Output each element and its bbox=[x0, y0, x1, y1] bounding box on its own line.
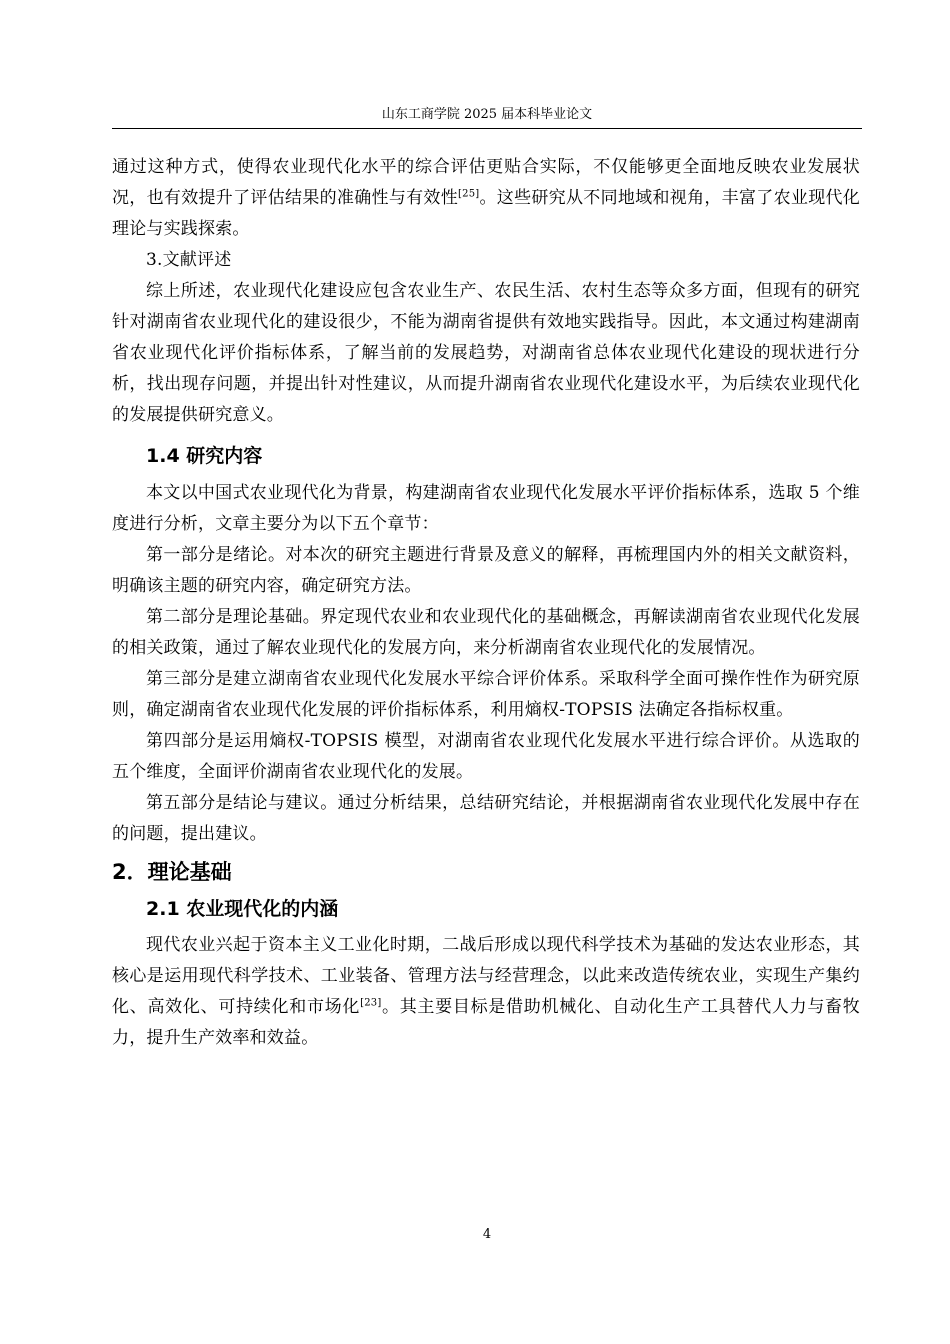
paragraph-text: 通过这种方式，使得农业现代化水平的综合评估更贴合实际，不仅能够更全面地反映农业发展状况，也有效提升了评估结果的准确性与有效性 bbox=[112, 157, 860, 208]
body-text bbox=[112, 152, 860, 1054]
paragraph: 综上所述，农业现代化建设应包含农业生产、农民生活、农村生态等众多方面，但现有的研究针对湖南省农业现代化的建设很少，不能为湖南省提供有效地实践指导。因此，本文通过构建湖南省农业现代化评价指标体系，了解当前的发展趋势，对湖南省总体农业现代化建设的现状进行分析，找出现存问题，并提出针对性建议，从而提升湖南省农业现代化建设水平，为后续农业现代化的发展提供研究意义。 bbox=[112, 281, 860, 425]
citation-ref: [23] bbox=[360, 997, 382, 1009]
paragraph-text: 。这些研究从不同地域和视角，丰富了农业现代化理论与实践探索。 bbox=[112, 188, 860, 239]
paragraph: 本文以中国式农业现代化为背景，构建湖南省农业现代化发展水平评价指标体系，选取 5 个维度进行分析，文章主要分为以下五个章节： bbox=[112, 483, 860, 534]
paragraph: 第四部分是运用熵权-TOPSIS 模型，对湖南省农业现代化发展水平进行综合评价。从选取的五个维度，全面评价湖南省农业现代化的发展。 bbox=[112, 731, 860, 782]
paragraph: 第五部分是结论与建议。通过分析结果，总结研究结论，并根据湖南省农业现代化发展中存在的问题，提出建议。 bbox=[112, 793, 860, 844]
paragraph-text: 。其主要目标是借助机械化、自动化生产工具替代人力与畜牧力，提升生产效率和效益。 bbox=[112, 997, 860, 1048]
paragraph: 第三部分是建立湖南省农业现代化发展水平综合评价体系。采取科学全面可操作性作为研究原则，确定湖南省农业现代化发展的评价指标体系，利用熵权-TOPSIS 法确定各指标权重。 bbox=[112, 669, 860, 720]
section-heading: 2.1 农业现代化的内涵 bbox=[146, 898, 339, 920]
paragraph bbox=[112, 152, 860, 245]
paragraph: 第一部分是绪论。对本次的研究主题进行背景及意义的解释，再梳理国内外的相关文献资料，明确该主题的研究内容，确定研究方法。 bbox=[112, 545, 860, 596]
paragraph: 第二部分是理论基础。界定现代农业和农业现代化的基础概念，再解读湖南省农业现代化发展的相关政策，通过了解农业现代化的发展方向，来分析湖南省农业现代化的发展情况。 bbox=[112, 607, 860, 658]
page-number: 4 bbox=[482, 1227, 492, 1242]
section-heading: 1.4 研究内容 bbox=[146, 445, 263, 467]
citation-ref: [25] bbox=[458, 188, 480, 200]
paragraph-text: 现代农业兴起于资本主义工业化时期，二战后形成以现代科学技术为基础的发达农业形态，其核心是运用现代科学技术、工业装备、管理方法与经营理念，以此来改造传统农业，实现生产集约化、高效化、可持续化和市场化 bbox=[112, 935, 860, 1017]
paragraph bbox=[112, 930, 860, 1054]
subsection-label: 3.文献评述 bbox=[146, 250, 232, 270]
chapter-heading: 2．理论基础 bbox=[112, 860, 232, 884]
header-divider bbox=[112, 128, 862, 129]
running-header: 山东工商学院 2025 届本科毕业论文 bbox=[381, 107, 593, 122]
